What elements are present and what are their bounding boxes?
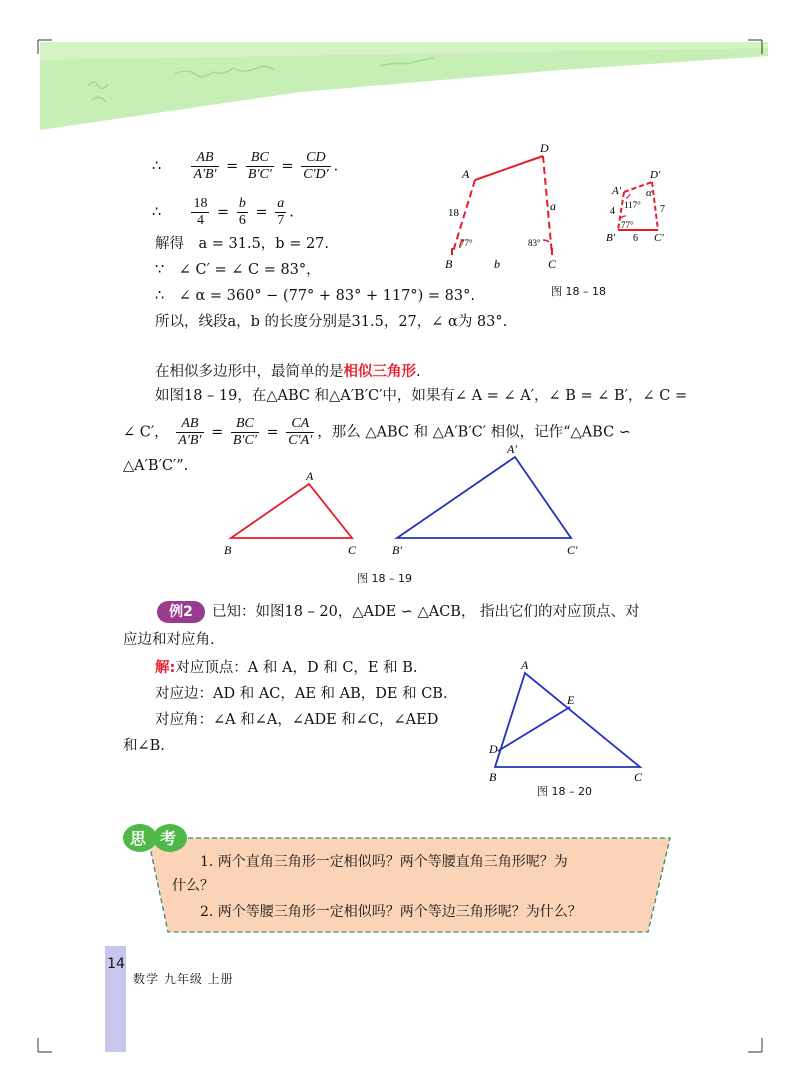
think-question-2: 2. 两个等腰三角形一定相似吗？两个等边三角形呢？为什么？ [200, 904, 582, 920]
side-label: 18 [448, 207, 459, 219]
vertex-label: A [306, 469, 314, 483]
figure-caption: 图 18 – 18 [551, 285, 606, 298]
vertex-label: C [348, 543, 357, 557]
therefore-symbol: ∴ [152, 204, 162, 221]
vertex-label: A′ [507, 442, 517, 456]
para-similar-line-4: △A′B′C′”. [123, 458, 189, 474]
think-badge-char: 思 [130, 829, 147, 848]
vertex-label: D [540, 141, 549, 155]
vertex-label: B′ [606, 232, 616, 244]
fraction: $\frac{b}{6}$ [238, 196, 246, 228]
solution-line-6: 所以，线段a，b 的长度分别是31.5，27，∠ α为 83°. [155, 314, 508, 330]
solution-line-3: 解得 a = 31.5，b = 27. [155, 236, 330, 252]
triangle-abc-prime [397, 457, 571, 538]
fraction: $\frac{BC}{B'C'}$ [232, 416, 257, 448]
triangle-abc [231, 484, 352, 538]
solution-line-2: ∴ $\frac{18}{4}$ = $\frac{b}{6}$ = $\frac{a}{7}$ . [152, 196, 294, 228]
segment-de [498, 707, 570, 751]
vertex-label: A [462, 167, 470, 181]
vertex-label: C [548, 257, 557, 270]
angle-label: α [646, 187, 652, 199]
book-title: 数学 九年级 上册 [133, 972, 234, 986]
vertex-label: D′ [650, 169, 661, 181]
solution-2-line-2: 对应边：AD 和 AC，AE 和 AB，DE 和 CB. [155, 686, 448, 702]
fraction: $\frac{AB}{A'B'}$ [178, 416, 202, 448]
solution-2-line-4: 和∠B. [123, 738, 165, 754]
solution-line-4: ∵ ∠ C′ = ∠ C = 83°， [155, 262, 321, 278]
solution-line-1: ∴ $\frac{AB}{A'B'}$ = $\frac{BC}{B'C'}$ = $\frac{CD}{C'D'}$ . [152, 150, 339, 182]
vertex-label: A′ [612, 185, 622, 197]
side-label: a [550, 199, 556, 213]
angle-label: 83° [528, 238, 541, 248]
vertex-label: B [489, 770, 497, 784]
figure-caption: 图 18 – 19 [357, 572, 412, 585]
side-label: 7 [660, 204, 665, 215]
angle-label: 77° [621, 220, 634, 230]
example-line-1: 已知：如图18 – 20，△ADE ∽ △ACB， 指出它们的对应顶点、对 [212, 604, 640, 620]
think-question-1: 1. 两个直角三角形一定相似吗？两个等腰直角三角形呢？为 [200, 854, 568, 870]
vertex-label: C′ [654, 232, 664, 244]
solution-label: 解: [155, 660, 176, 676]
fraction: $\frac{CA}{C'A'}$ [288, 416, 313, 448]
example-badge: 例2 [157, 601, 205, 623]
vertex-label: A [521, 658, 529, 672]
para-similar-line-2: 如图18 – 19，在△ABC 和△A′B′C′中，如果有∠ A = ∠ A′，∠ B = ∠ B′，∠ C = [155, 388, 688, 404]
therefore-symbol: ∴ [152, 158, 162, 175]
think-question-1-cont: 什么？ [172, 878, 214, 894]
think-badge-char: 考 [160, 829, 177, 848]
figure-18-19 [215, 440, 595, 565]
fraction: $\frac{AB}{A'B'}$ [193, 150, 217, 182]
solution-line-5: ∴ ∠ α = 360° − (77° + 83° + 117°) = 83°. [155, 288, 475, 304]
fraction: $\frac{a}{7}$ [277, 196, 285, 228]
figure-caption: 图 18 – 20 [537, 785, 592, 798]
fraction: $\frac{CD}{C'D'}$ [303, 150, 329, 182]
vertex-label: B′ [392, 543, 402, 557]
figure-18-18 [440, 140, 680, 270]
solution-2-line-3: 对应角：∠A 和∠A，∠ADE 和∠C，∠AED [155, 712, 439, 728]
side-label: 4 [610, 206, 615, 217]
fraction: $\frac{BC}{B'C'}$ [247, 150, 272, 182]
angle-label: 77° [460, 238, 473, 248]
figure-18-20 [480, 655, 660, 785]
example-line-2: 应边和对应角. [123, 632, 215, 648]
vertex-label: B [445, 257, 453, 270]
vertex-label: B [224, 543, 232, 557]
solution-2-line-1: 解:对应顶点：A 和 A，D 和 C，E 和 B. [155, 660, 418, 676]
vertex-label: D [489, 742, 498, 756]
highlight-term: 相似三角形 [343, 364, 416, 380]
vertex-label: C [634, 770, 643, 784]
side-label: b [494, 257, 500, 270]
para-similar-line-1: 在相似多边形中，最简单的是相似三角形. [155, 364, 421, 380]
vertex-label: E [567, 693, 575, 707]
angle-label: 117° [624, 200, 641, 210]
triangle-abc [495, 673, 640, 767]
fraction: $\frac{18}{4}$ [193, 196, 208, 228]
para-similar-line-3: ∠ C′， $\frac{AB}{A'B'}$ = $\frac{BC}{B'C'}$ = $\frac{CA}{C'A'}$ ，那么 △ABC 和 △A′B′C′ 相似，记作“△ABC ∽ [123, 416, 631, 448]
side-label: 6 [633, 233, 638, 244]
page-number: 14 [107, 956, 125, 972]
vertex-label: C′ [567, 543, 578, 557]
